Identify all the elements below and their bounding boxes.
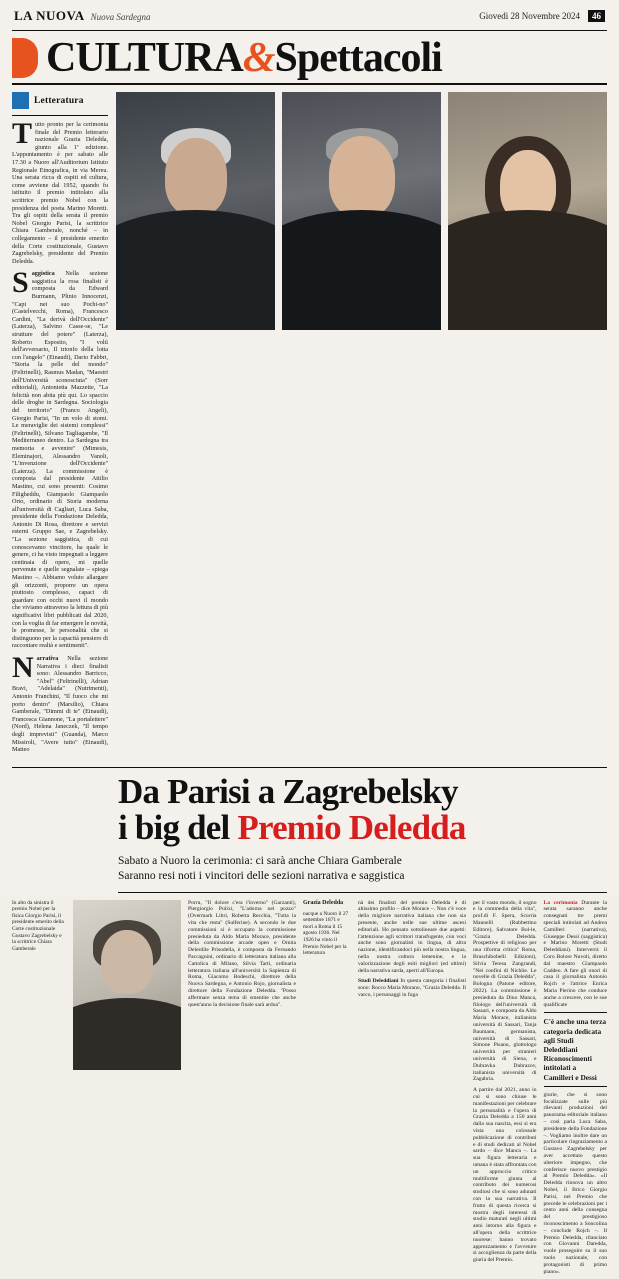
- section-title: [46, 37, 442, 79]
- portrait-face: [101, 930, 153, 994]
- col6-paragraph-2: giurie, che si sono focalizzate sulle più rilevanti produzioni del panorama editoriale italiano – così parla Luca Saba, presidente della Fondazione –. Vogliamo inoltre dare un particolare ringraziamento a Gustavo Zagrebelsky per aver accettato questo ulteriore impegno, che conferisce nuovo prestigio al Premio Deledda». «Il Deledda rinnova un altro Nobel, il Brico Giorgio Parisi, nel Premio che precede le celebrazioni per i cento anni della consegna del prestigioso riconoscimento a Soncolina – conclude Rojch –. Il Premio Deledda, rilanciato con Giovanni Daredda, vuole proseguire su il suo ruolo nazionale, con protagonisti di primo piano».: [543, 1091, 607, 1275]
- column-text-1: [188, 900, 296, 1279]
- cerimonia-label: La cerimonia: [543, 899, 578, 906]
- column-text-4: [544, 900, 608, 1279]
- page-number: 46: [588, 10, 605, 22]
- headline-zone: [12, 767, 607, 893]
- photo-strip: [116, 92, 607, 759]
- col6-paragraph-1: [544, 900, 608, 1009]
- headline-line-2: [118, 807, 607, 847]
- column-text-3: [473, 900, 537, 1279]
- cerimonia-text: Durante la serata saranno anche consegnati tre premi speciali intitolati ad Andrea Camilleri (narrativa), Giuseppe Dessì (saggistica) e Marino Moretti (Studi Deleddiani). Interverrà il Coro Bolore Nuvoli, diretto dal maestro Giampaolo Caddeo. A fare gli onori di casa il giornalista Antonio Rojch e l'attrice Enrica Maria Pierino che conduce anche a crescere, con le sue qualificate: [543, 899, 607, 1008]
- tag-label: Letteratura: [34, 95, 84, 106]
- subdeck-line-2: Saranno resi noti i vincitori delle sezioni narrativa e saggistica: [118, 869, 405, 882]
- section-header: [12, 31, 607, 85]
- tag-square-icon: [12, 92, 29, 109]
- masthead-brand: [14, 8, 151, 24]
- portrait-grazia-deledda: [73, 900, 181, 1070]
- column-photo-caption: [12, 900, 66, 1279]
- photo-body: [116, 210, 275, 330]
- col5-paragraph-1: per il vasto mondo, il sogno e la commedia della vita", prof.di F. Spera, Scorria Mannelli (Rubbettino Editore), Salvatore Bol-le, "Grazia Deledda. Prospettive di religioso per una riforma critica" Roma, Bruschibobelli Edizioni), Silvia Teresa Zangrandi, "Nei confini di Nichlie. Le novelle di Grazia Deledda", Bologna (Patone editore, 2022). La commissione è presieduta da Dino Manca, filologo dell'università di Sassari, e composta da Aldo Maria Morace, italianista università di Sassari, Tanja Baumann, germanista, università di Sassari, Simone Pisano, glottologo università per stranieri università di Siena, e Dubravka Dubrazov, italianista università di Zagabria.: [473, 899, 537, 1083]
- headline-line-2-highlight: Premio Deledda: [237, 807, 466, 847]
- photo-caption-text: In alto da sinistra il premio Nobel per la fisica Giorgio Parisi, il presidente emerito della Corte costituzionale Gustavo Zagrebelsky e la scrittrice Chiara Gamberale: [12, 899, 64, 952]
- headline-line-2-plain: i big del: [118, 807, 238, 847]
- pull-quote-box: C'è anche una terza categoria dedicata agli Studi Deleddiani Riconoscimenti intitolati a Camilleri e Dessì: [544, 1012, 608, 1086]
- tag-rule: [12, 115, 108, 116]
- photo-gustavo-zagrebelsky: [282, 92, 441, 330]
- category-tag: [12, 92, 108, 109]
- masthead-date: Giovedì 28 Novembre 2024: [479, 11, 580, 21]
- section-title-part1: CULTURA: [46, 35, 243, 81]
- section-title-amp: &: [242, 35, 275, 81]
- lead-paragraph: Tutto pronto per la cerimonia finale del Premio letterario nazionale Grazia Deledda, giunto alla 1ª edizione. L'appuntamento è per sabato alle 17.30 a Nuoro all'Auditorium Istituto Regionale Etnografica, in via Mereu. Una serata ricca di ospiti ed cultura, come avviene dal 1952, quando fu istituito il premio intitolato alla scrittrice premio Nobel con la presidenza del poeta Marino Moretti. Tra gli ospiti della serata il premio Nobel Giorgio Parisi, la scrittrice Chiara Gamberale, nonché – in collegamento – il presidente emerito della Corte costituzionale, Gustavo Zagrebelsky, presidente del Premio Deledda.: [12, 117, 108, 265]
- top-row: [12, 92, 607, 759]
- portrait-caption-text: nacque a Nuoro il 27 settembre 1871 e morì a Roma il 15 agosto 1936. Nel 1926 ha vinto il Premio Nobel per la letteratura: [303, 910, 349, 957]
- saggistica-head: [12, 266, 109, 650]
- col4-paragraph-2: [358, 978, 466, 998]
- saggistica-label: Saggistica: [12, 266, 55, 300]
- col3-paragraph: Porru, "Il dolore c'era l'inverno" (Garzanti), Piergiorgio Pulixi, "L'adorna nel pozzo" (Overmark Libri, Roberta Recchia, "Tutta la vita che resta" (Sulferine). A secondo le due commissioni si è occupato la commissione presieduta da Aldo Maria Morace, presidente della commissione arcade open e Ornita Delerdile Prisodella, è composta da Fernando Paccagnini, ordinario di letteratura italiana alla Cattolica di Milano, Silvia Tarti, ordinaria letteratura italiana all'università la Sapienza di Roma, Giacomo Bodeschi, direttore della Nuova Sardegna, e Antonio Rojo, giornalista e direttore della Fondazione Deledda. "Posso affermare senza tema di smentite che anche quest'anno la decisione finale sarà ardua".: [188, 899, 296, 1008]
- portrait-caption-name: Grazia Deledda: [303, 899, 344, 906]
- subdeck-line-1: Sabato a Nuoro la cerimonia: ci sarà anche Chiara Gamberale: [118, 854, 402, 867]
- masthead-meta: [479, 10, 605, 22]
- headline: [118, 771, 607, 847]
- narrativa-head: [12, 650, 108, 754]
- column-text-2: [358, 900, 466, 1279]
- photo-face: [329, 136, 395, 218]
- studi-deleddiani-label: Studi Deleddiani: [358, 978, 399, 985]
- left-column: [12, 92, 108, 759]
- masthead-logo: LA NUOVA: [14, 8, 85, 23]
- masthead-logo-sub: Nuova Sardegna: [90, 12, 151, 22]
- studi-deleddiani-text: In questa categoria i finalisti sono: Rocco Maria Morano, "Grazia Deledda. Il varco, i personaggi in fuga: [358, 978, 466, 999]
- photo-face: [165, 138, 227, 216]
- masthead: [12, 0, 607, 28]
- bottom-columns: [12, 900, 607, 1279]
- photo-body: [282, 210, 441, 330]
- section-title-part2: Spettacoli: [274, 35, 442, 81]
- headline-line-1: Da Parisi a Zagrebelsky: [118, 771, 458, 811]
- section-mark-icon: [12, 38, 38, 78]
- col5-paragraph-2: A partire dal 2021, anno in cui si sono chiuse le manifestazioni per celebrare la personalità e l'opera di Grazia Deledda a 150 anni dalla sua nascita, essi si era vista una colossale pubblicazione di contributi e di studi dedicati al Nobel sardo – dice Manca –. La sua figura letteraria e umana è stata affrontata con un approccio critico multiforme giunta al contributo dei numerosi studiosi che si sono adunati con la sua narrativa. Il frutto di questa ricerca si mostra degli interessi di studio maturati negli ultimi anni intorno alla figura e all'opera della scrittrice nuorese: hanno trovato apprezzamento e l'avvenire si accoglienza da parte della giuria del Premio.: [473, 1087, 537, 1264]
- column-portrait: [73, 900, 181, 1279]
- photo-chiara-gamberale: [448, 92, 607, 330]
- narrativa-text: Nella sezione Narrativa i dieci finalisti sono: Alessandro Barricco, "Abel" (Feltrinelli), Adrian Bravi, "Adelaida" (Nutrimenti), Antonio Franchini, "Il fuoco che mi porto dentro" (Marsilio), Chiara Gamberale, "Dimmi di te" (Einaudi), Francesca Giannone, "La portalettere" (Nord), Helena Janeczek, "Il tempo degli imprevisti" (Guanda), Marco Missiroli, "Avere tutto" (Einaudi), Matteo: [12, 654, 108, 754]
- photo-body: [448, 210, 607, 330]
- col4-paragraph-1: nà dei finalisti del premio Deledda è di altissimo profilo – dice Morace –. Non c'è voce della migliore narrativa italiana che non sia presente, anche nelle sue ultime ascesi editoriali. Ho pensato sottolineare due aspetti: l'attenzione agli scrittori transfugente, con voci anche sono giornalisti in lingua, di altra nazione, identificandoci più nella nostra lingua, nella nostra cultura lemenine, e la valorizzazione degli esiti migliori (ed ultimi) della narrativa sarda, aperti all'Europa.: [358, 899, 466, 974]
- photo-giorgio-parisi: [116, 92, 275, 330]
- saggistica-text: Nella sezione saggistica la rosa finalisti è composta da Edward Burmann, Plinio Innocenzi, "Capi nei suo Pochi-no" (Castelvecchi, Roma), Francesco Cardini, "La derivà dell'Occidente" (Laterza), Salvino Casse-se, "Le strutture del potere" (Laterza), Roberto Esposito, "I voltì dell'avversario, Il trionfo della lotta con l'angelo" (Einaudi), Dario Fabbri, "Storia la pelle del mondo" (Feltrinelli), Rasmus Madan, "Maestri dell'Università sconosciuta" (Sorr editoriali), Antonietta Mazzette, "La felicità non abita più qui. Lo spaccio delle droghe in Sardegna. Sociologia del territorio" (Franco Angeli), Giorgio Parisi, "In un volo di stomi. Le meraviglie dei sistemi complessi" (Feltrinelli), Silvano Tagliagambe, "Il Mediterraneo dentro. La Sardegna tra memoria e avvenire" (Mimesis, Eleminajori, Alessandro Vanoli, "L'invenzione dell'Occidente" (Laterza). La commissione è composta dal presidente Attilio Mastino, cui sono presenti: Cosimo Filigheddu, Giampaolo Giampaolo Orto, ordinario di Storia moderna all'università di Cagliari, Luca Saba, presidente della Fondazione Deledda, Antonio Di Rosa, direttore e servizi esterni Gruppo Sae, e Zagrebelsky. "La sezione saggistica, di cui conoscevamo vincitore, ha quale le genere, ci ha visto impegnati a leggere centinaia di opere, mi quelle pervenute e quelle segnalate – spiega Mastino –. Abbiamo voluto allargare gli orizzonti, proporre un opera piuttosto complesso, capaci di guardare con occhi nuovi il mondo che viviamo attraverso la lettura di più significativi libri pubblicati dal 2020, con la voglia di far emergere le novità, le promesse, le personalità che si distinguono per la capacità pensiero di raccontare realtà e sentimenti".: [12, 270, 109, 650]
- subdeck: [118, 854, 607, 893]
- column-portrait-caption: [303, 900, 351, 1279]
- narrativa-label: Narrativa: [12, 650, 59, 684]
- portrait-shoulders: [73, 998, 181, 1070]
